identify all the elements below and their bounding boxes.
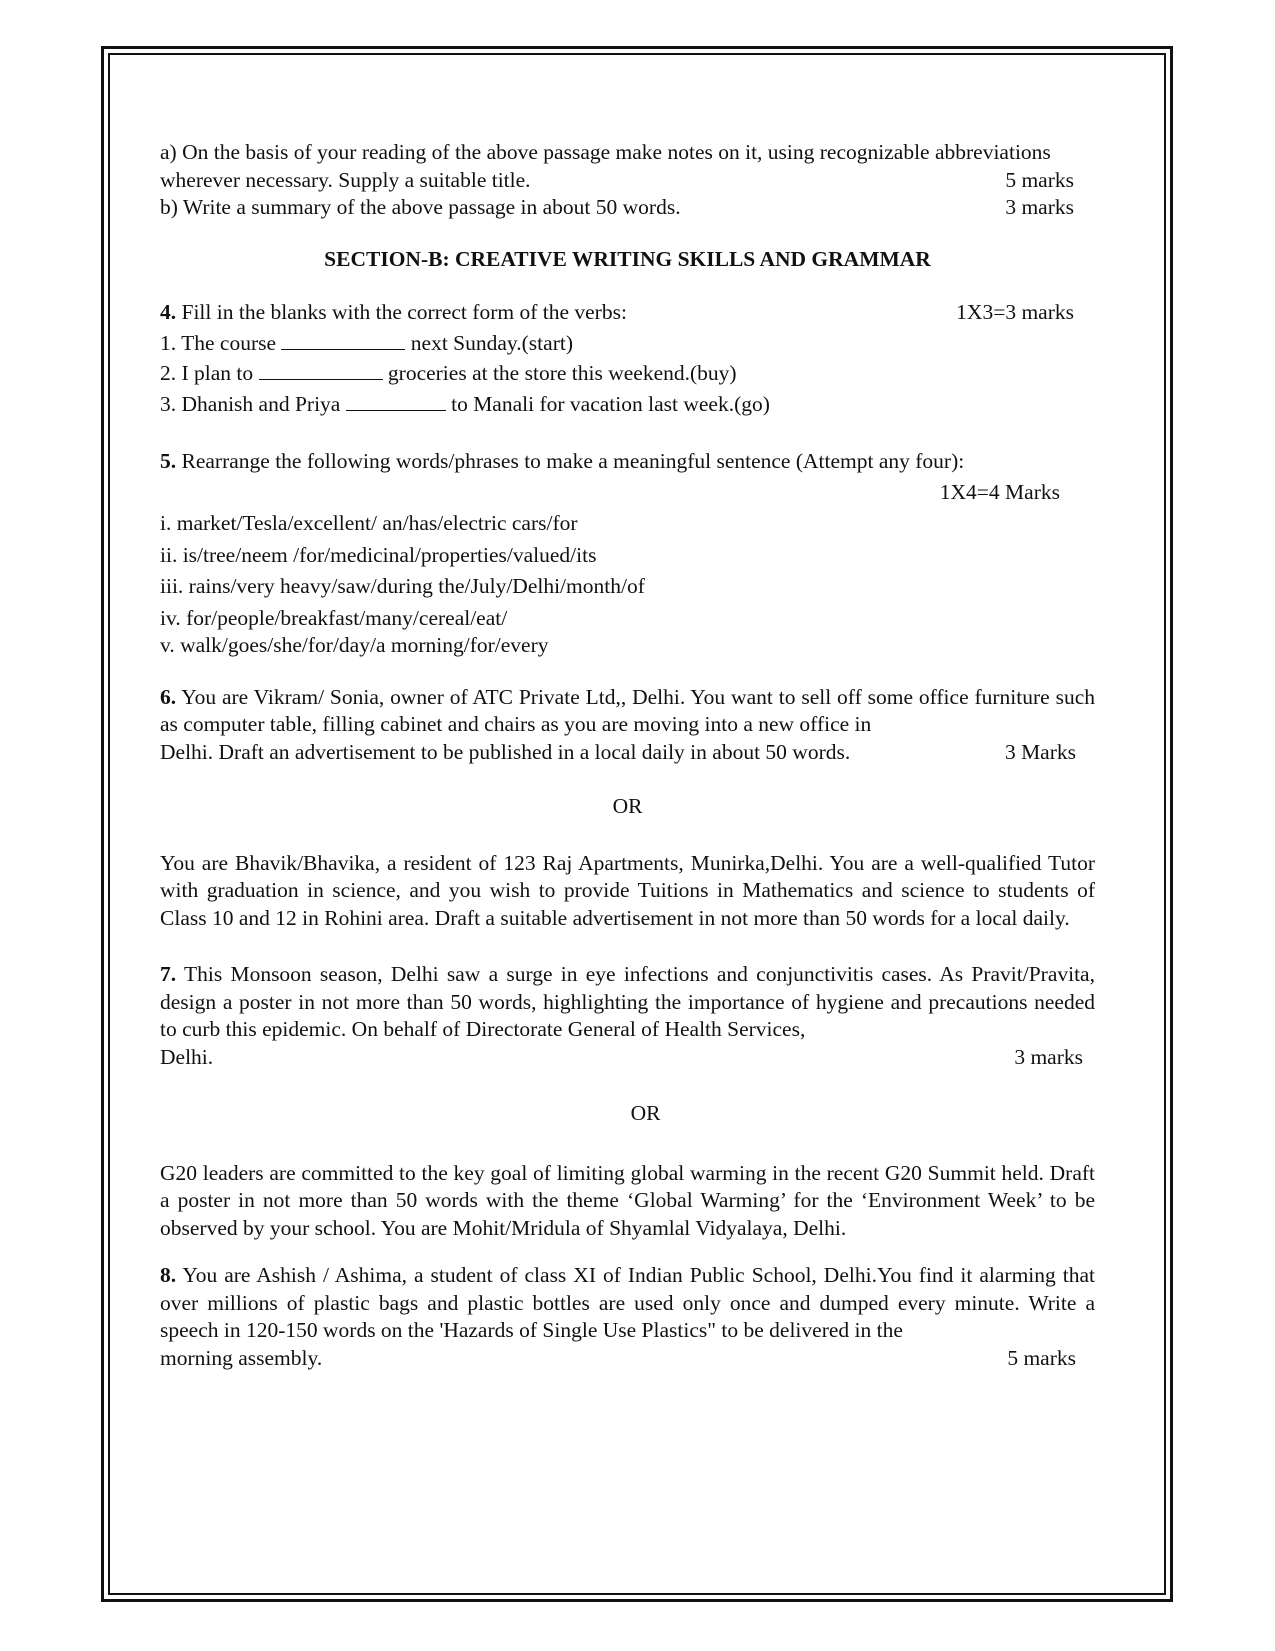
q4-item-2 [160,360,1095,388]
q7-body: This Monsoon season, Delhi saw a surge in eye infections and conjunctivitis cases. As Pravit/Pravita, design a poster in not more than 50 words, highlighting the importance of hygiene and precautions needed to curb this epidemic. On behalf of Directorate General of Health Services, [160,962,1095,1041]
q7-alt-text: G20 leaders are committed to the key goal of limiting global warming in the recent G20 Summit held. Draft a poster in not more than 50 words with the theme ‘Global Warming’ for the ‘Environment Week’ to be observed by your school. You are Mohit/Mridula of Shyamlal Vidyalaya, Delhi. [160,1160,1095,1240]
q8-text [160,1262,1095,1345]
q8-marks: 5 marks [1007,1345,1076,1370]
q4-item-3-pre: 3. Dhanish and Priya [160,391,341,416]
q4-item-1-post: next Sunday.(start) [410,330,573,355]
q5-prompt [160,448,1095,476]
q6-alt-text: You are Bhavik/Bhavika, a resident of 123 Raj Apartments, Munirka,Delhi. You are a well-qualified Tutor with graduation in science, and you wish to provide Tuitions in Mathematics and science to students of Class 10 and 12 in Rohini area. Draft a suitable advertisement in not more than 50 words for a local daily. [160,850,1095,930]
q8-last-text: morning assembly. [160,1345,323,1370]
q6-last-text: Delhi. Draft an advertisement to be published in a local daily in about 50 words. [160,739,851,764]
q7-marks: 3 marks [1014,1044,1083,1069]
q7-last-text: Delhi. [160,1044,214,1069]
q5-item-4: iv. for/people/breakfast/many/cereal/eat/ [160,605,508,630]
q5-prompt-text: Rearrange the following words/phrases to make a meaningful sentence (Attempt any four): [181,449,965,473]
q4-blank-1 [281,331,405,350]
q5-item-3: iii. rains/very heavy/saw/during the/July/Delhi/month/of [160,574,645,598]
q4-prompt-text: Fill in the blanks with the correct form of the verbs: [181,300,627,324]
q3b-marks: 3 marks [1005,195,1074,219]
q5-item-1: i. market/Tesla/excellent/ an/has/electric cars/for [160,511,578,535]
q8-number: 8. [160,1263,177,1287]
q4-prompt-row [160,299,1095,327]
q6-body: You are Vikram/ Sonia, owner of ATC Private Ltd,, Delhi. You want to sell off some office furniture such as computer table, filling cabinet and chairs as you are moving into a new office in [160,684,1095,736]
q5-item-5: v. walk/goes/she/for/day/a morning/for/every [160,633,549,657]
q3b-text: b) Write a summary of the above passage in about 50 words. [160,195,681,219]
q4-number: 4. [160,300,177,324]
q3a-line2 [160,167,1095,195]
q7-text [160,961,1095,1044]
q6-text [160,684,1095,739]
q6-or: OR [612,794,643,818]
q4-blank-2 [259,361,383,380]
q4-blank-3 [346,392,446,411]
q3a-marks: 5 marks [1005,167,1074,192]
q8-body: You are Ashish / Ashima, a student of class XI of Indian Public School, Delhi.You find it alarming that over millions of plastic bags and plastic bottles are used only once and dumped every minute. Write a speech in 120-150 words on the 'Hazards of Single Use Plastics" to be delivered in the [160,1263,1096,1342]
q4-item-1-pre: 1. The course [160,330,277,355]
q3b-line [160,194,1095,222]
page-content [160,139,1095,1372]
q5-number: 5. [160,449,177,473]
q4-marks: 1X3=3 marks [956,300,1074,324]
q6-marks: 3 Marks [1004,739,1076,764]
section-b-heading: SECTION-B: CREATIVE WRITING SKILLS AND GRAMMAR [324,246,931,271]
q6-number: 6. [160,684,177,709]
q4-item-2-pre: 2. I plan to [160,361,254,385]
q3a-text: wherever necessary. Supply a suitable title. [160,167,531,192]
q4-item-3 [160,391,1095,419]
q4-item-2-post: groceries at the store this weekend.(buy) [387,361,737,385]
q8-last-line [160,1345,1095,1373]
q6-last-line [160,739,1095,767]
q7-last-line [160,1044,1095,1072]
q4-prompt [160,299,627,327]
q5-item-2: ii. is/tree/neem /for/medicinal/properties/valued/its [160,542,597,567]
q4-item-1 [160,330,1095,358]
q3a-line1: a) On the basis of your reading of the above passage make notes on it, using recognizable abbreviations [160,140,1051,164]
q4-item-3-post: to Manali for vacation last week.(go) [451,391,770,416]
q5-marks: 1X4=4 Marks [939,479,1060,504]
q7-or: OR [630,1101,661,1125]
q7-number: 7. [160,962,177,986]
